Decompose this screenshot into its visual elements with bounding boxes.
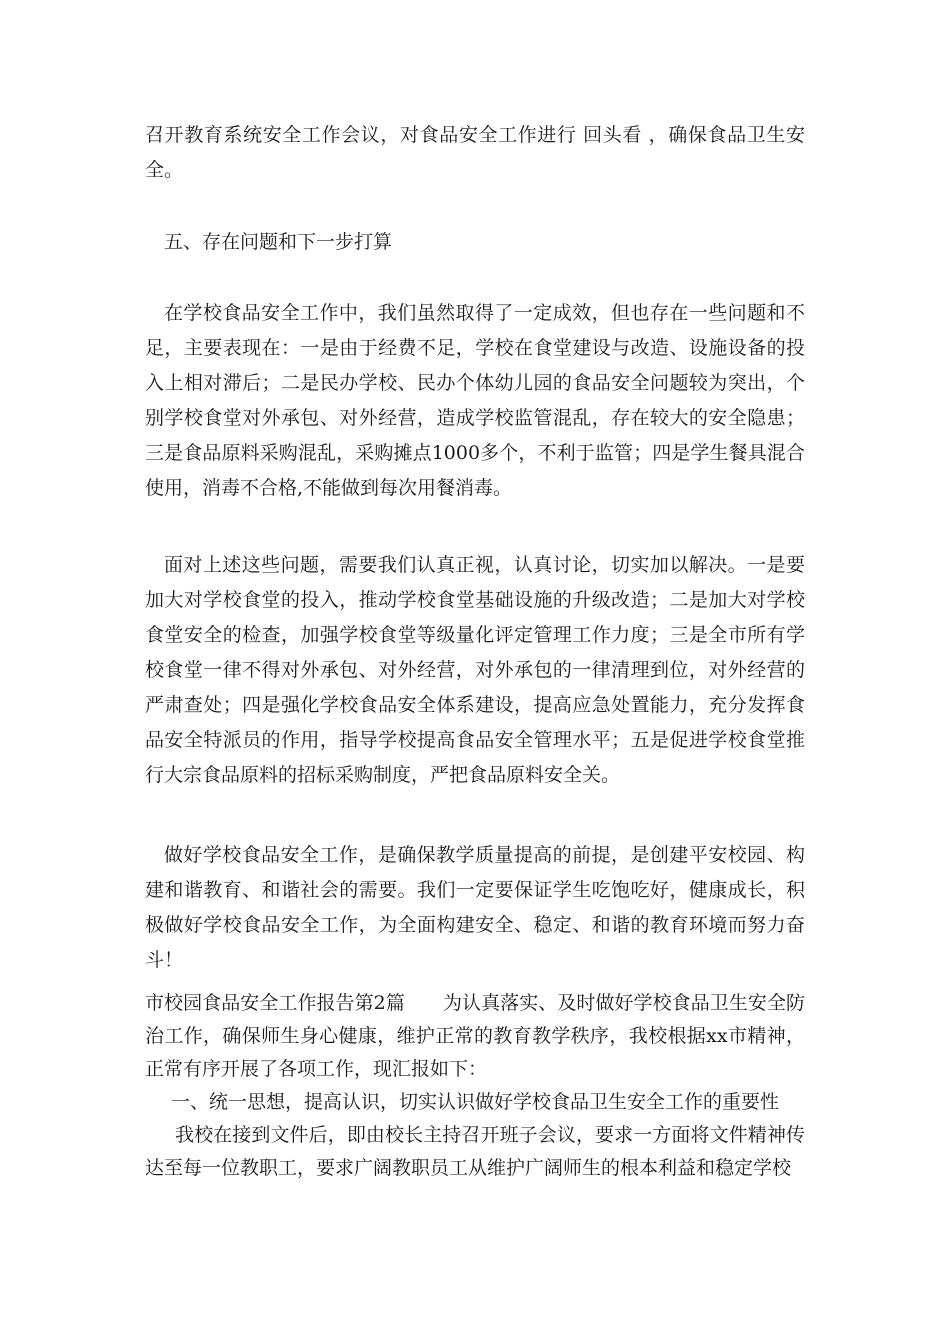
paragraph-conclusion <box>145 838 805 978</box>
paragraph-text: 做好学校食品安全工作，是确保教学质量提高的前提，是创建平安校园、构建和谐教育、和谐社会的需要。我们一定要保证学生吃饱吃好，健康成长，积极做好学校食品安全工作，为全面构建安全、稳定、和谐的教育环境而努力奋斗！ <box>145 844 805 971</box>
paragraph-safety-meeting <box>145 118 805 188</box>
paragraph-problems <box>145 296 805 506</box>
section-heading-five <box>145 225 805 260</box>
paragraph-text: 在学校食品安全工作中，我们虽然取得了一定成效，但也存在一些问题和不足，主要表现在：一是由于经费不足，学校在食堂建设与改造、设施设备的投入上相对滞后；二是民办学校、民办个体幼儿园的食品安全问题较为突出，个别学校食堂对外承包、对外经营，造成学校监管混乱，存在较大的安全隐患；三是食品原料采购混乱，采购摊点1000多个，不利于监管；四是学生餐具混合使用，消毒不合格,不能做到每次用餐消毒。 <box>145 302 805 499</box>
paragraph-text: 我校在接到文件后，即由校长主持召开班子会议，要求一方面将文件精神传达至每一位教职工，要求广阔教职员工从维护广阔师生的根本利益和稳定学校 <box>145 1124 805 1179</box>
paragraph-solutions <box>145 548 805 793</box>
section-heading-one: 一、统一思想，提高认识，切实认识做好学校食品卫生安全工作的重要性 <box>171 1091 780 1113</box>
paragraph-text: 面对上述这些问题，需要我们认真正视，认真讨论，切实加以解决。一是要加大对学校食堂的投入，推动学校食堂基础设施的升级改造；二是加大对学校食堂安全的检查，加强学校食堂等级量化评定管理工作力度；三是全市所有学校食堂一律不得对外承包、对外经营，对外承包的一律清理到位，对外经营的严肃查处；四是强化学校食品安全体系建设，提高应急处置能力，充分发挥食品安全特派员的作用，指导学校提高食品安全管理水平；五是促进学校食堂推行大宗食品原料的招标采购制度，严把食品原料安全关。 <box>145 554 805 786</box>
paragraph-text: 召开教育系统安全工作会议，对食品安全工作进行 回头看 ，确保食品卫生安全。 <box>145 124 805 181</box>
report-two-intro: 市校园食品安全工作报告第2篇 为认真落实、及时做好学校食品卫生安全防治工作，确保师生身心健康，维护正常的教育教学秩序，我校根据xx市精神，正常有序开展了各项工作，现汇报如下： <box>145 992 805 1080</box>
heading-text: 五、存在问题和下一步打算 <box>164 231 393 253</box>
report-part-two <box>145 987 805 1185</box>
